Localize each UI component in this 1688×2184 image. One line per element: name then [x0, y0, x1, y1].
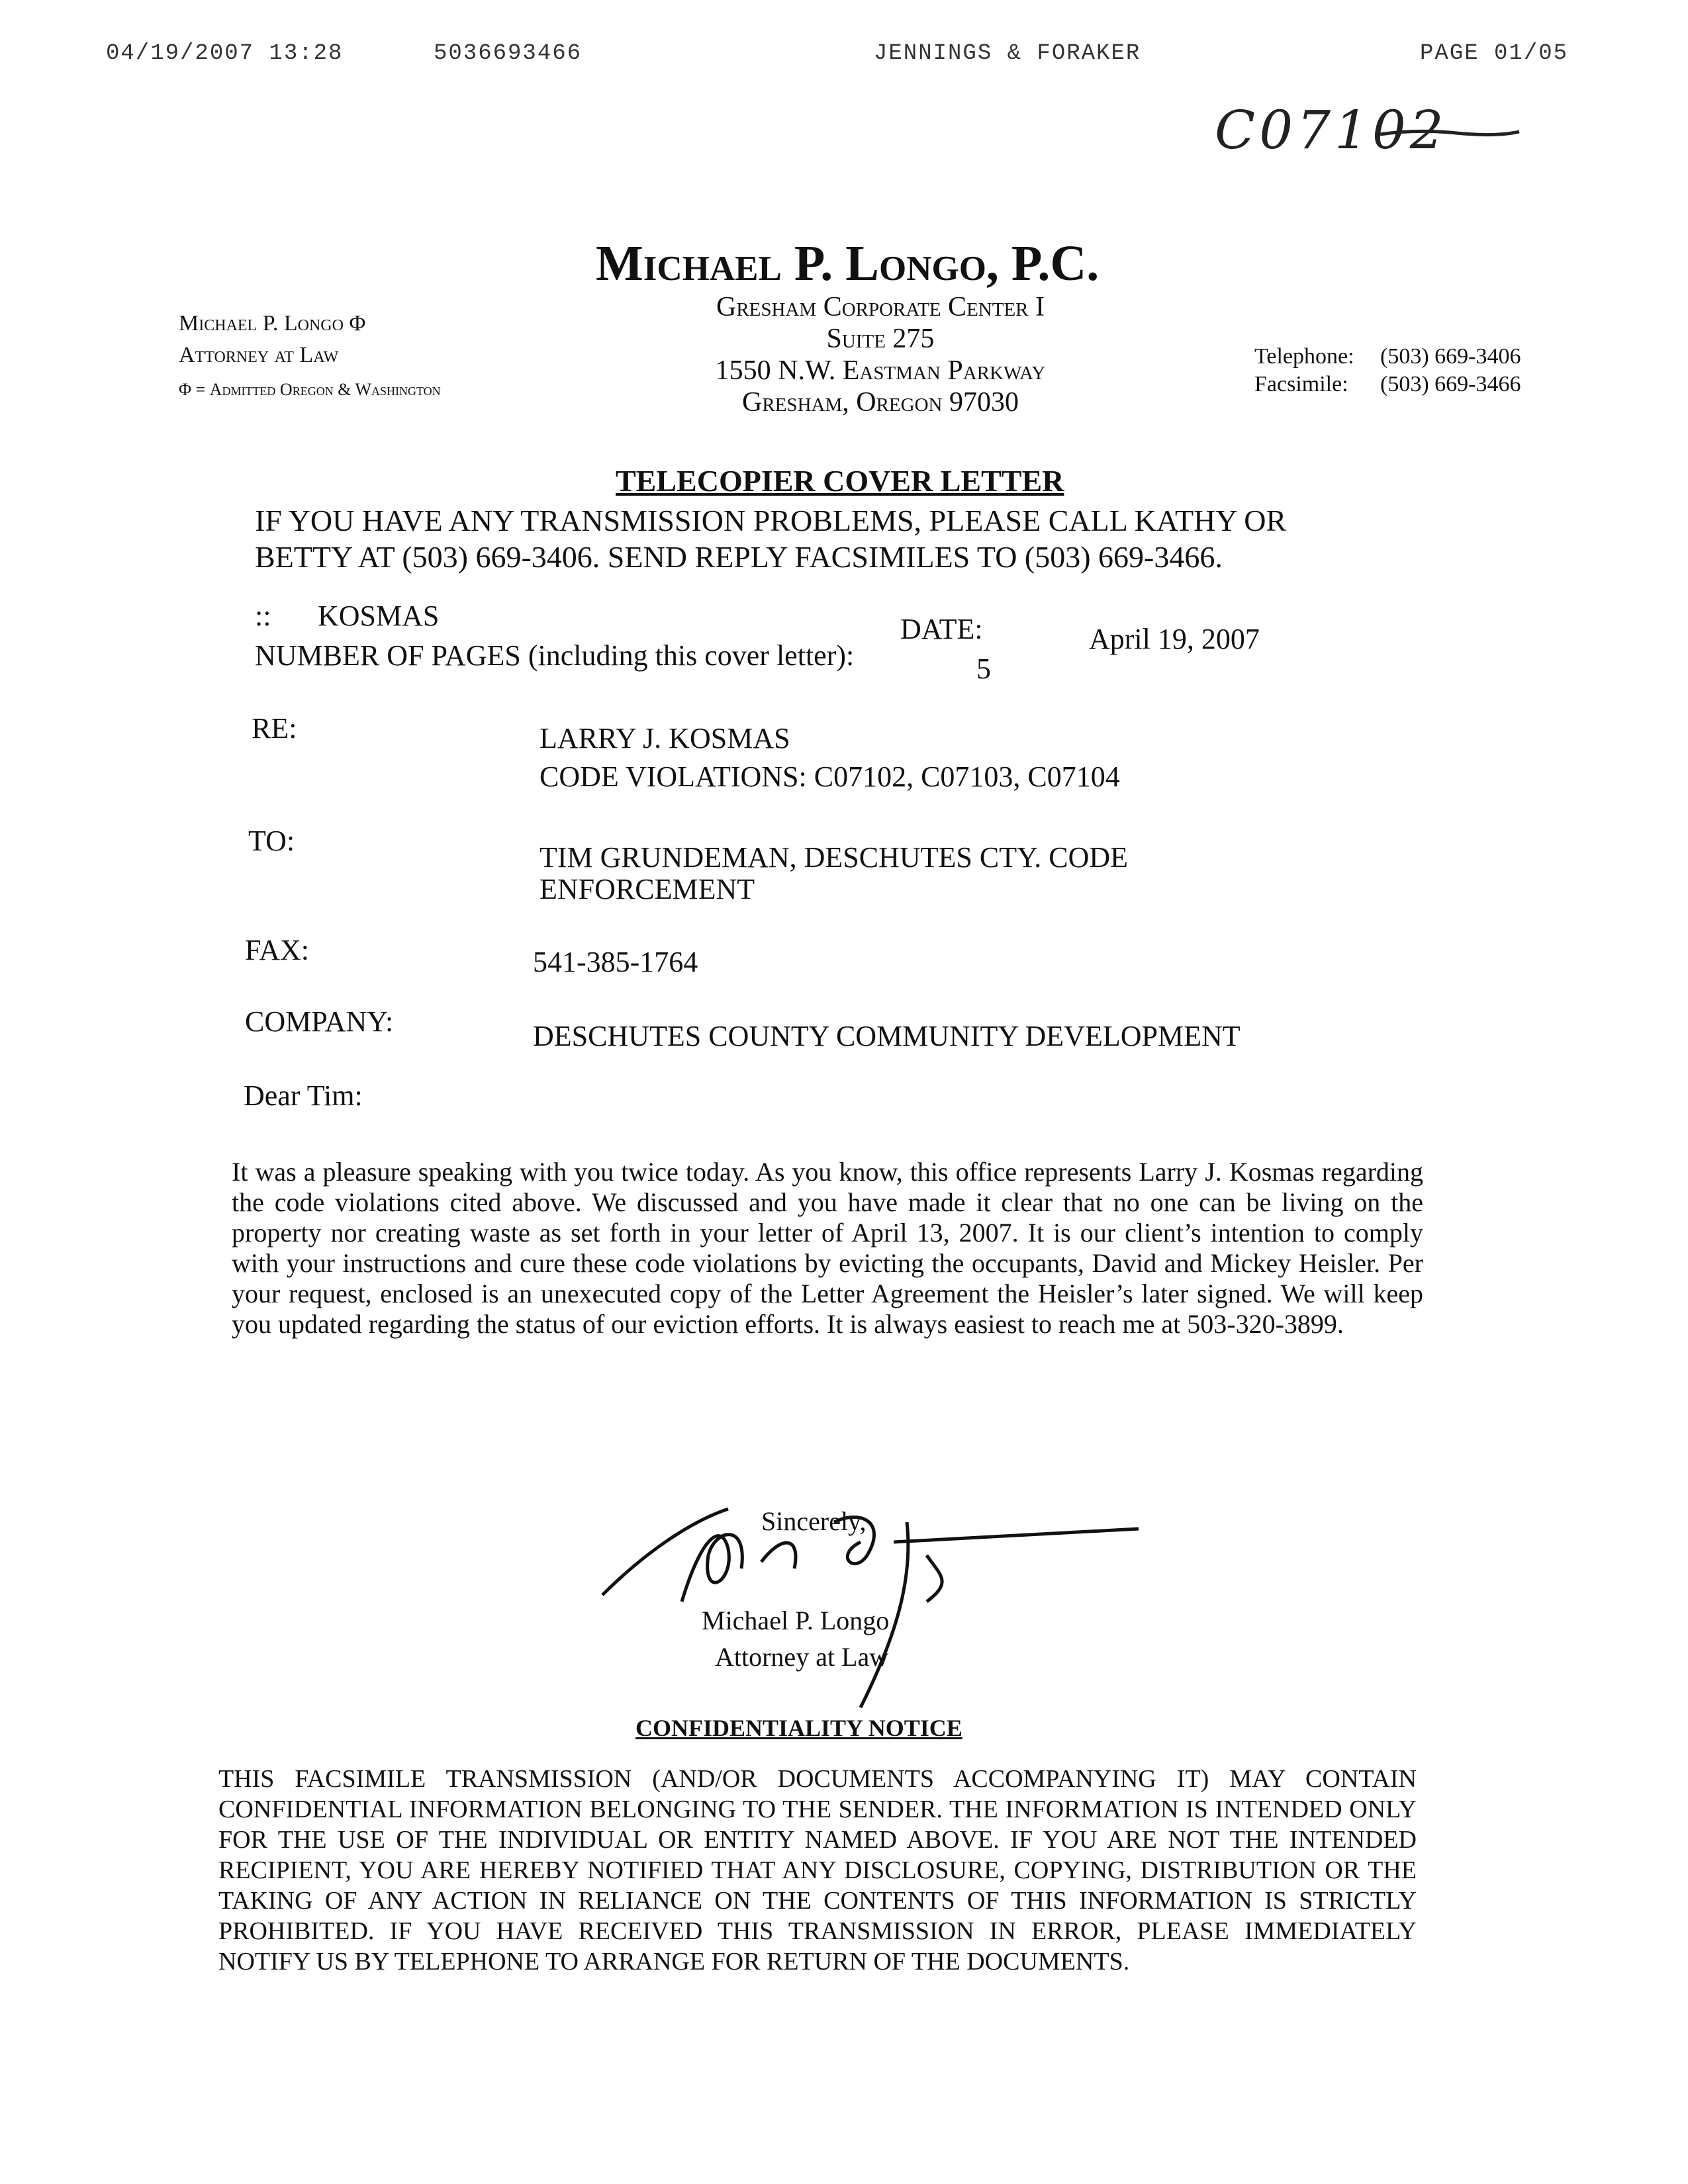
address-line-4: Gresham, Oregon 97030 [742, 387, 1019, 418]
date-value: April 19, 2007 [1089, 623, 1260, 655]
fax-sender: JENNINGS & FORAKER [874, 41, 1141, 66]
instructions-line-1: IF YOU HAVE ANY TRANSMISSION PROBLEMS, PLEASE CALL KATHY OR [255, 504, 1287, 537]
pages-label: NUMBER OF PAGES (including this cover letter): [255, 639, 855, 672]
signer-name: Michael P. Longo [702, 1606, 890, 1635]
re-label: RE: [252, 712, 297, 745]
address-line-1: Gresham Corporate Center I [716, 292, 1045, 322]
address-line-3: 1550 N.W. Eastman Parkway [715, 355, 1046, 386]
facsimile-label: Facsimile: [1254, 372, 1348, 396]
signer-title: Attorney at Law [715, 1642, 889, 1672]
letter-body: It was a pleasure speaking with you twice today. As you know, this office represents Larry J. Kosmas regarding the code violations cited above. We discussed and you have made it clear that no one can be living on the property nor creating waste as set forth in your letter of April 13, 2007. It is our client’s intention to comply with your instructions and cure these code violations by evicting the occupants, David and Mickey Heisler. Per your request, enclosed is an unexecuted copy of the Letter Agreement the Heisler’s later signed. We will keep you updated regarding the status of our eviction efforts. It is always easiest to reach me at 503-320-3899. [232, 1157, 1423, 1339]
salutation: Dear Tim: [244, 1079, 363, 1112]
telephone-label: Telephone: [1254, 344, 1354, 369]
telephone-number: (503) 669-3406 [1380, 344, 1521, 369]
firm-name: Michael P. Longo, P.C. [596, 236, 1100, 291]
to-line-2: ENFORCEMENT [539, 873, 755, 905]
pages-value: 5 [976, 653, 991, 685]
from-value: KOSMAS [318, 600, 440, 632]
attorney-name: Michael P. Longo Φ [179, 311, 366, 336]
fax-datetime: 04/19/2007 13:28 [106, 41, 344, 66]
facsimile-number: (503) 669-3466 [1380, 372, 1521, 396]
cover-title: TELECOPIER COVER LETTER [616, 464, 1064, 498]
handwritten-underline [1377, 122, 1523, 142]
company-value: DESCHUTES COUNTY COMMUNITY DEVELOPMENT [533, 1020, 1241, 1052]
instructions-line-2: BETTY AT (503) 669-3406. SEND REPLY FACSIMILES TO (503) 669-3466. [255, 540, 1223, 574]
fax-page-count: PAGE 01/05 [1420, 41, 1569, 66]
to-line-1: TIM GRUNDEMAN, DESCHUTES CTY. CODE [539, 841, 1129, 874]
admission-note: Φ = Admitted Oregon & Washington [179, 380, 441, 399]
date-label: DATE: [900, 613, 983, 645]
fax-label: FAX: [245, 934, 309, 966]
from-prefix: :: [255, 600, 271, 632]
confidentiality-title: CONFIDENTIALITY NOTICE [635, 1715, 962, 1741]
re-line-2: CODE VIOLATIONS: C07102, C07103, C07104 [539, 760, 1120, 793]
company-label: COMPANY: [245, 1005, 394, 1038]
fax-value: 541-385-1764 [533, 946, 698, 978]
closing: Sincerely, [761, 1506, 867, 1536]
address-line-2: Suite 275 [826, 324, 935, 354]
to-label: TO: [248, 825, 295, 857]
re-line-1: LARRY J. KOSMAS [539, 722, 790, 754]
handwritten-case-ref: C07102 [1215, 99, 1448, 161]
fax-number: 5036693466 [434, 41, 583, 66]
confidentiality-text: THIS FACSIMILE TRANSMISSION (AND/OR DOCUMENTS ACCOMPANYING IT) MAY CONTAIN CONFIDENTIAL INFORMATION BELONGING TO THE SENDER. THE INFORMATION IS INTENDED ONLY FOR THE USE OF THE INDIVIDUAL OR ENTITY NAMED ABOVE. IF YOU ARE NOT THE INTENDED RECIPIENT, YOU ARE HEREBY NOTIFIED THAT ANY DISCLOSURE, COPYING, DISTRIBUTION OR THE TAKING OF ANY ACTION IN RELIANCE ON THE CONTENTS OF THIS INFORMATION IS STRICTLY PROHIBITED. IF YOU HAVE RECEIVED THIS TRANSMISSION IN ERROR, PLEASE IMMEDIATELY NOTIFY US BY TELEPHONE TO ARRANGE FOR RETURN OF THE DOCUMENTS. [218, 1765, 1417, 1976]
attorney-title: Attorney at Law [179, 343, 339, 367]
